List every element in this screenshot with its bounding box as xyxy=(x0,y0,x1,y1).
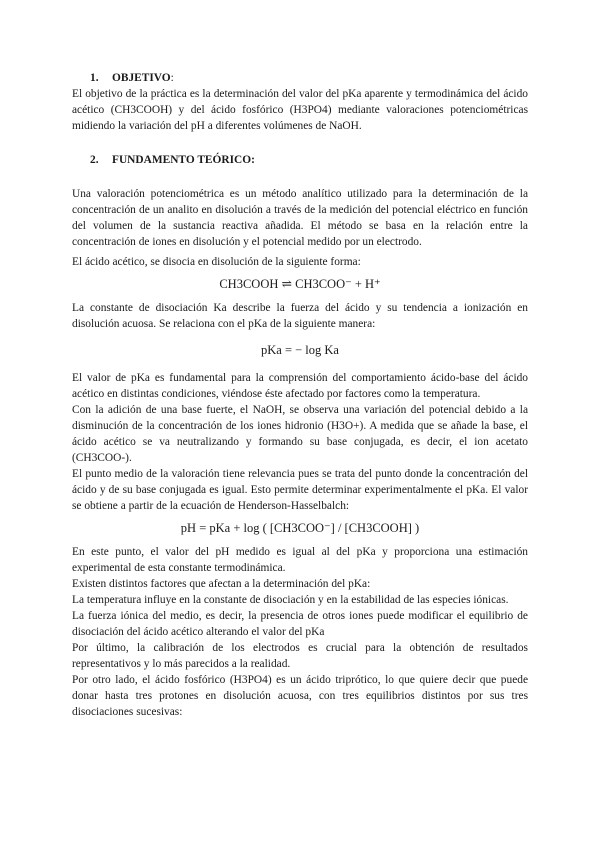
dissociation-equation: CH3COOH ⇌ CH3COO⁻ + H⁺ xyxy=(219,277,381,291)
henderson-hasselbalch-equation: pH = pKa + log ( [CH3COO⁻] / [CH3COOH] ) xyxy=(180,521,420,535)
theory-paragraph-2: El ácido acético, se disocia en disolución de la siguiente forma: xyxy=(72,256,361,268)
theory-paragraph-11: Por último, la calibración de los electrodos es crucial para la obtención de resultados representativos y lo más parecidos a la realidad. xyxy=(72,642,528,670)
section-1-colon: : xyxy=(170,72,174,84)
theory-paragraph-1: Una valoración potenciométrica es un método analítico utilizado para la determinación de la concentración de un analito en disolución a través de la medición del potencial eléctrico en función del volumen de la sustancia reactiva añadida. El método se basa en la relación entre la concentración de iones en disolución y el potencial medido por un electrodo. xyxy=(72,188,528,248)
section-1-heading xyxy=(90,70,528,86)
theory-paragraph-4: El valor de pKa es fundamental para la comprensión del comportamiento ácido-base del ácido acético en distintas condiciones, viéndose éste afectado por factores como la temperatura. xyxy=(72,372,528,400)
theory-paragraph-8: Existen distintos factores que afectan a la determinación del pKa: xyxy=(72,578,371,590)
theory-paragraph-9: La temperatura influye en la constante de disociación y en la estabilidad de las especies iónicas. xyxy=(72,594,509,606)
pka-equation: pKa = − log Ka xyxy=(261,343,339,357)
theory-paragraph-7: En este punto, el valor del pH medido es igual al del pKa y proporciona una estimación experimental de esta constante termodinámica. xyxy=(72,546,528,574)
section-2-heading xyxy=(90,152,528,168)
section-1-title: OBJETIVO xyxy=(112,72,171,84)
theory-paragraph-10: La fuerza iónica del medio, es decir, la presencia de otros iones puede modificar el equilibrio de disociación del ácido acético alterando el valor del pKa xyxy=(72,610,528,638)
theory-paragraph-12: Por otro lado, el ácido fosfórico (H3PO4) es un ácido triprótico, lo que quiere decir que puede donar hasta tres protones en disolución acuosa, con tres equilibrios distintos por sus tres disociaciones sucesivas: xyxy=(72,674,528,718)
theory-paragraph-3: La constante de disociación Ka describe la fuerza del ácido y su tendencia a ionización en disolución acuosa. Se relaciona con el pKa de la siguiente manera: xyxy=(72,302,528,330)
section-2-title: FUNDAMENTO TEÓRICO: xyxy=(112,154,255,166)
objective-paragraph: El objetivo de la práctica es la determinación del valor del pKa aparente y termodinámica del ácido acético (CH3COOH) y del ácido fosfórico (H3PO4) mediante valoraciones potenciométricas midiendo la variación del pH a diferentes volúmenes de NaOH. xyxy=(72,88,528,132)
section-2-number: 2. xyxy=(90,154,99,166)
theory-paragraph-6: El punto medio de la valoración tiene relevancia pues se trata del punto donde la concentración del ácido y de su base conjugada es igual. Esto permite determinar experimentalmente el pKa. El valor se obtiene a partir de la ecuación de Henderson-Hasselbalch: xyxy=(72,468,528,512)
theory-paragraph-5: Con la adición de una base fuerte, el NaOH, se observa una variación del potencial debido a la disminución de la concentración de los iones hidronio (H3O+). A medida que se añade la base, el ácido acético se va neutralizando y formando su base conjugada, es decir, el ion acetato (CH3COO-). xyxy=(72,404,528,464)
document-page xyxy=(72,70,528,720)
section-1-number: 1. xyxy=(90,72,99,84)
